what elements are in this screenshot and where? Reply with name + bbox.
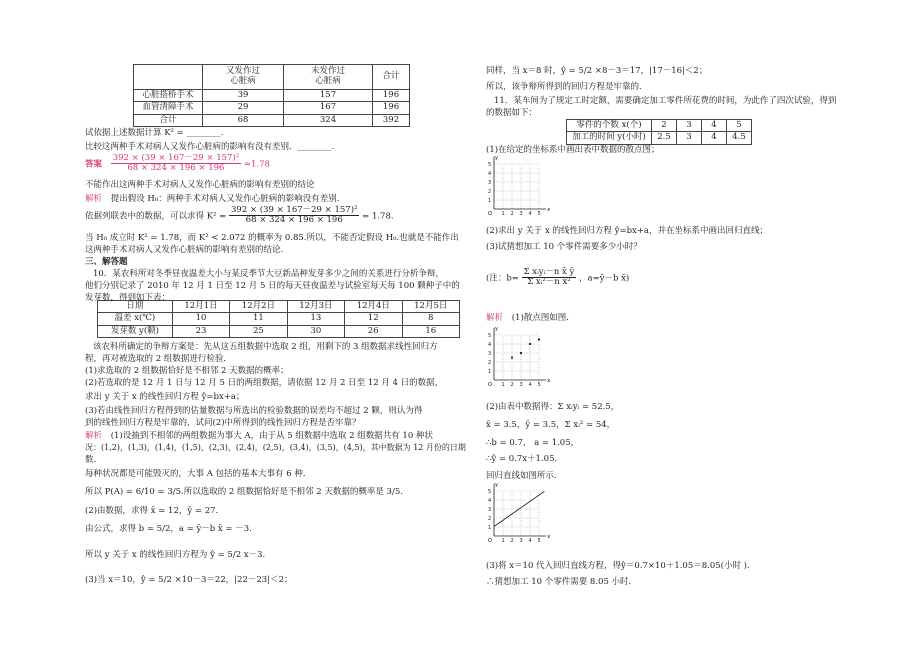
scatter-point bbox=[529, 343, 531, 345]
x-tick-label: 4 bbox=[528, 538, 532, 544]
y-tick-label: 3 bbox=[488, 507, 492, 513]
table-row: 零件的个数 x(个) 2 3 4 5 bbox=[567, 120, 752, 132]
section-heading: 三、解答题 bbox=[85, 257, 128, 267]
regression-plot bbox=[484, 482, 550, 546]
question-line: 比较这两种手术对病人又发作心脏病的影响有没有差别．________. bbox=[85, 142, 335, 152]
x-tick-label: 5 bbox=[537, 211, 541, 217]
table-row: 日期 12月1日 12月2日 12月3日 12月4日 12月5日 bbox=[98, 301, 460, 313]
table-row: 加工的时间 y(小时) 2.5 3 4 4.5 bbox=[567, 132, 752, 144]
x-tick-label: 3 bbox=[519, 538, 523, 544]
y-tick-label: 3 bbox=[488, 351, 492, 357]
y-tick-label: 3 bbox=[488, 180, 492, 186]
right-column: 同样，当 x＝8 时，ŷ = 5/2 ×8－3＝17，|17－16|＜2； 所以，该争辩所得到的回归方程是牢靠的． 11．某车间为了规定工时定额，需要确定加工零件所花费的时间，为此作了四次试验，得到 的数据如下： 零件的个数 x(个) 2 3 4 5 加工的时间 y(小时) 2.5 3 4 4.5 (1)在给定的坐标系中画出表中数据的散点图； 1 2 3 4 5 1 2 3 4 5 O x y (2)求出 y 关于 x 的线性回归方程 ŷ=bx+a，并在坐标系中画出回归直线； (3)试猜想加工 10 个零件需要多少小时？ (注：b= $\frac{\text{Σ xᵢyᵢ－n x̄ ȳ}}{\text{Σ xᵢ²－n x̄²}}$ ，a=ȳ－b x̄) 解析 (1)散点图如图． 1 2 3 4 5 1 2 3 4 5 O x y (2)由表中数据得：Σ xᵢyᵢ = 52.5， x̄ = 3.5，ȳ = 3.5，Σ xᵢ² = 54， ∴b = 0.7， a = 1.05， ∴ŷ = 0.7x＋1.05. 回归直线如图所示． 1 2 3 4 5 1 2 3 4 5 O x y (3)将 x＝10 代入回归直线方程，得ŷ＝0.7×10＋1.05＝8.05(小时 )． ∴猜想加工 10 个零件需要 8.05 小时． bbox=[486, 66, 837, 587]
x-tick-label: 4 bbox=[528, 211, 532, 217]
scatter-plot bbox=[484, 326, 550, 390]
workpiece-table bbox=[566, 119, 752, 145]
y-tick-label: 2 bbox=[488, 360, 492, 366]
x-tick-label: 2 bbox=[510, 538, 514, 544]
x-tick-label: 5 bbox=[537, 382, 541, 388]
x-axis-label: x bbox=[547, 207, 550, 213]
answer-label: 答案 bbox=[85, 159, 103, 170]
x-axis-label: x bbox=[547, 534, 550, 540]
y-tick-label: 1 bbox=[488, 525, 492, 531]
x-tick-label: 1 bbox=[501, 382, 505, 388]
y-tick-label: 1 bbox=[488, 369, 492, 375]
x-tick-label: 3 bbox=[519, 382, 523, 388]
contingency-table bbox=[133, 64, 410, 127]
answer-fraction: $\frac{\text{392 × (39 × 167－29 × 157)²}}{68 \times 324 \times 196 \times 196}$ bbox=[112, 153, 240, 174]
x-tick-label: 1 bbox=[501, 211, 505, 217]
origin-label: O bbox=[488, 538, 492, 544]
table-row: 又发作过 心脏病 未发作过 心脏病 合计 bbox=[134, 65, 410, 90]
y-axis-label: y bbox=[495, 482, 498, 488]
x-tick-label: 4 bbox=[528, 382, 532, 388]
scatter-point bbox=[511, 356, 513, 358]
x-axis-label: x bbox=[547, 378, 550, 384]
x-tick-label: 2 bbox=[510, 211, 514, 217]
left-column: 又发作过 心脏病 未发作过 心脏病 合计 心脏搭桥手术 39 157 196 血管清障手术 29 167 196 合计 68 324 392 试依据上述数据计算 K² = ________. 比较这两种手术对病人又发作心脏病的影响有没有差别．________. 答案 $\frac{\text{392 × (39 × 167－29 × 157)²}}{68 \times 324 \times 196 \times 196}$ ≈1.78 不能作出这两种手术对病人又发作心脏病的影响有差别的结论 解析 提出假设 H₀：两种手术对病人又发作心脏病的影响没有差别． 依据列联表中的数据，可以求得 K² = $\frac{\text{392 × (39 × 167－29 × 157)²}}{68 \times 324 \times 196 \times 196}$ = 1.78. 当 H₀ 成立时 K² = 1.78，而 K² < 2.072 的概率为 0.85.所以，不能否定假设 H₀.也就是不能作出 这两种手术对病人又发作心脏病的影响有差别的结论. 三、解答题 10．某农科所对冬季昼夜温差大小与某反季节大豆新品种发芽多少之间的关系进行分析争辩， 他们分别记录了 2010 年 12 月 1 日至 12 月 5 日的每天昼夜温差与试验室每天每 100 颗种子中的 发芽数，得到如下表： 日期 12月1日 12月2日 12月3日 12月4日 12月5日 温差 x(℃) 10 11 13 12 8 发芽数 y(颗) 23 25 30 26 16 该农科所确定的争辩方案是：先从这五组数据中选取 2 组，用剩下的 3 组数据求线性回归方 程，再对被选取的 2 组数据进行检验． (1)求选取的 2 组数据恰好是不相邻 2 天数据的概率； (2)若选取的是 12 月 1 日与 12 月 5 日的两组数据，请依据 12 月 2 日至 12 月 4 日的数据， 求出 y 关于 x 的线性回归方程 ŷ=bx+a； (3)若由线性回归方程得到的估量数据与所选出的检验数据的误差均不超过 2 颗，则认为得 到的线性回归方程是牢靠的，试问(2)中所得到的线性回归方程是否牢靠？ 解析 (1)设抽到不相邻的两组数据为事大 A，由于从 5 组数据中选取 2 组数据共有 10 种状 况：(1,2)，(1,3)，(1,4)，(1,5)，(2,3)，(2,4)，(2,5)，(3,4)，(3,5)，(4,5)，其中数据为 12 月份的日期 数. 每种状况都是可能毁灭的，大事 A 包括的基本大事有 6 种． 所以 P(A) = 6/10 = 3/5.所以选取的 2 组数据恰好是不相邻 2 天数据的概率是 3/5. (2)由数据，求得 x̄ = 12，ȳ = 27. 由公式，求得 b = 5/2，a = ȳ－b x̄ = －3. 所以 y 关于 x 的线性回归方程为 ŷ = 5/2 x－3. (3)当 x＝10，ŷ = 5/2 ×10－3＝22，|22－23|＜2； bbox=[0, 0, 460, 651]
table-row: 血管清障手术 29 167 196 bbox=[134, 102, 410, 114]
formula-note: (注：b= $\frac{\text{Σ xᵢyᵢ－n x̄ ȳ}}{\text{Σ xᵢ²－n x̄²}}$ ，a=ȳ－b x̄) bbox=[486, 267, 630, 288]
question-line: 试依据上述数据计算 K² = ________. bbox=[85, 128, 224, 138]
empty-coordinate-grid bbox=[484, 155, 550, 219]
y-tick-label: 4 bbox=[488, 342, 492, 348]
x-tick-label: 3 bbox=[519, 211, 523, 217]
origin-label: O bbox=[488, 382, 492, 388]
y-tick-label: 2 bbox=[488, 189, 492, 195]
y-axis-label: y bbox=[495, 155, 498, 161]
germination-table bbox=[97, 300, 460, 338]
y-tick-label: 5 bbox=[488, 162, 492, 168]
y-axis-label: y bbox=[495, 326, 498, 332]
y-tick-label: 2 bbox=[488, 516, 492, 522]
table-row: 发芽数 y(颗) 23 25 30 26 16 bbox=[98, 325, 460, 337]
y-tick-label: 1 bbox=[488, 198, 492, 204]
y-tick-label: 5 bbox=[488, 333, 492, 339]
table-row: 心脏搭桥手术 39 157 196 bbox=[134, 90, 410, 102]
y-tick-label: 5 bbox=[488, 489, 492, 495]
x-tick-label: 1 bbox=[501, 538, 505, 544]
y-tick-label: 4 bbox=[488, 171, 492, 177]
table-row: 温差 x(℃) 10 11 13 12 8 bbox=[98, 313, 460, 325]
x-tick-label: 2 bbox=[510, 382, 514, 388]
scatter-point bbox=[538, 338, 540, 340]
scatter-point bbox=[520, 352, 522, 354]
origin-label: O bbox=[488, 211, 492, 217]
table-row: 合计 68 324 392 bbox=[134, 114, 410, 126]
answer-block: 答案 $\frac{\text{392 × (39 × 167－29 × 157)²}}{68 \times 324 \times 196 \times 196}$ ≈1.78 bbox=[85, 153, 270, 174]
y-tick-label: 4 bbox=[488, 498, 492, 504]
x-tick-label: 5 bbox=[537, 538, 541, 544]
